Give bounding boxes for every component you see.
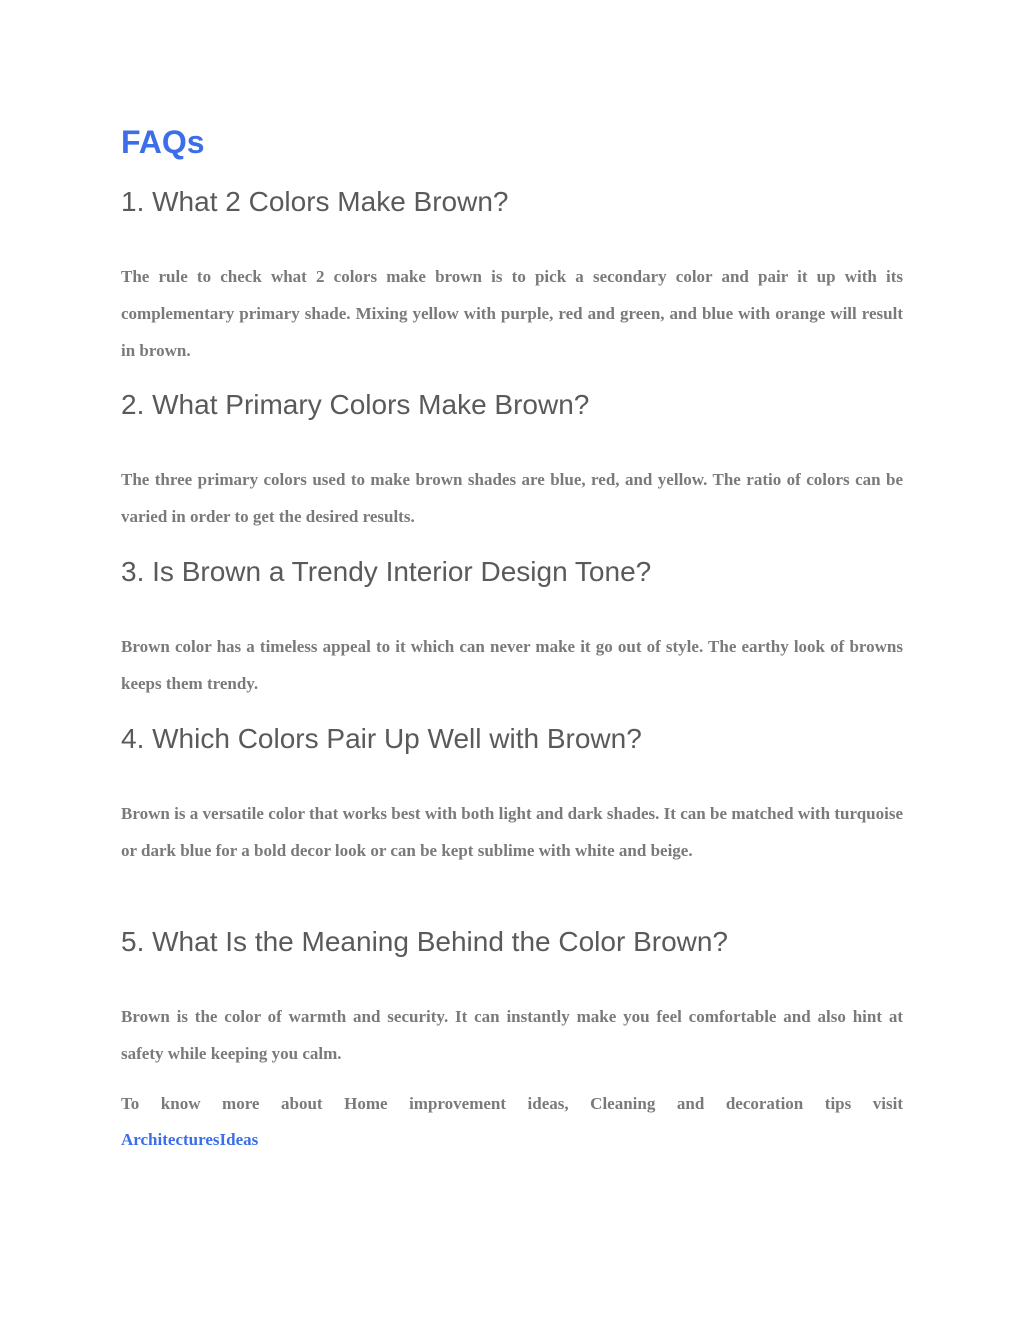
faq-question-2: 2. What Primary Colors Make Brown? [121,389,590,420]
outro-paragraph [121,1086,903,1158]
faq-item-5 [121,924,903,1072]
faq-answer-3: Brown color has a timeless appeal to it which can never make it go out of style. The earthy look of browns keeps them trendy. [121,637,903,693]
faq-question-5: 5. What Is the Meaning Behind the Color Brown? [121,926,729,957]
faq-item-1 [121,184,903,369]
faq-item-2 [121,387,903,535]
page-title: FAQs [121,124,205,160]
faq-question-3: 3. Is Brown a Trendy Interior Design Tone? [121,556,652,587]
faq-item-4 [121,721,903,869]
faq-answer-2: The three primary colors used to make brown shades are blue, red, and yellow. The ratio of colors can be varied in order to get the desired results. [121,470,903,526]
faq-item-3 [121,554,903,702]
faq-question-4: 4. Which Colors Pair Up Well with Brown? [121,723,642,754]
faq-answer-1: The rule to check what 2 colors make brown is to pick a secondary color and pair it up with its complementary primary shade. Mixing yellow with purple, red and green, and blue with orange will result in brown. [121,267,903,360]
outro-text: To know more about Home improvement ideas, Cleaning and decoration tips visit [121,1094,903,1113]
faq-answer-4: Brown is a versatile color that works best with both light and dark shades. It can be matched with turquoise or dark blue for a bold decor look or can be kept sublime with white and beige. [121,804,903,860]
faq-question-1: 1. What 2 Colors Make Brown? [121,186,509,217]
architecturesideas-link[interactable]: ArchitecturesIdeas [121,1130,259,1149]
faq-answer-5: Brown is the color of warmth and security. It can instantly make you feel comfortable and also hint at safety while keeping you calm. [121,1007,903,1063]
